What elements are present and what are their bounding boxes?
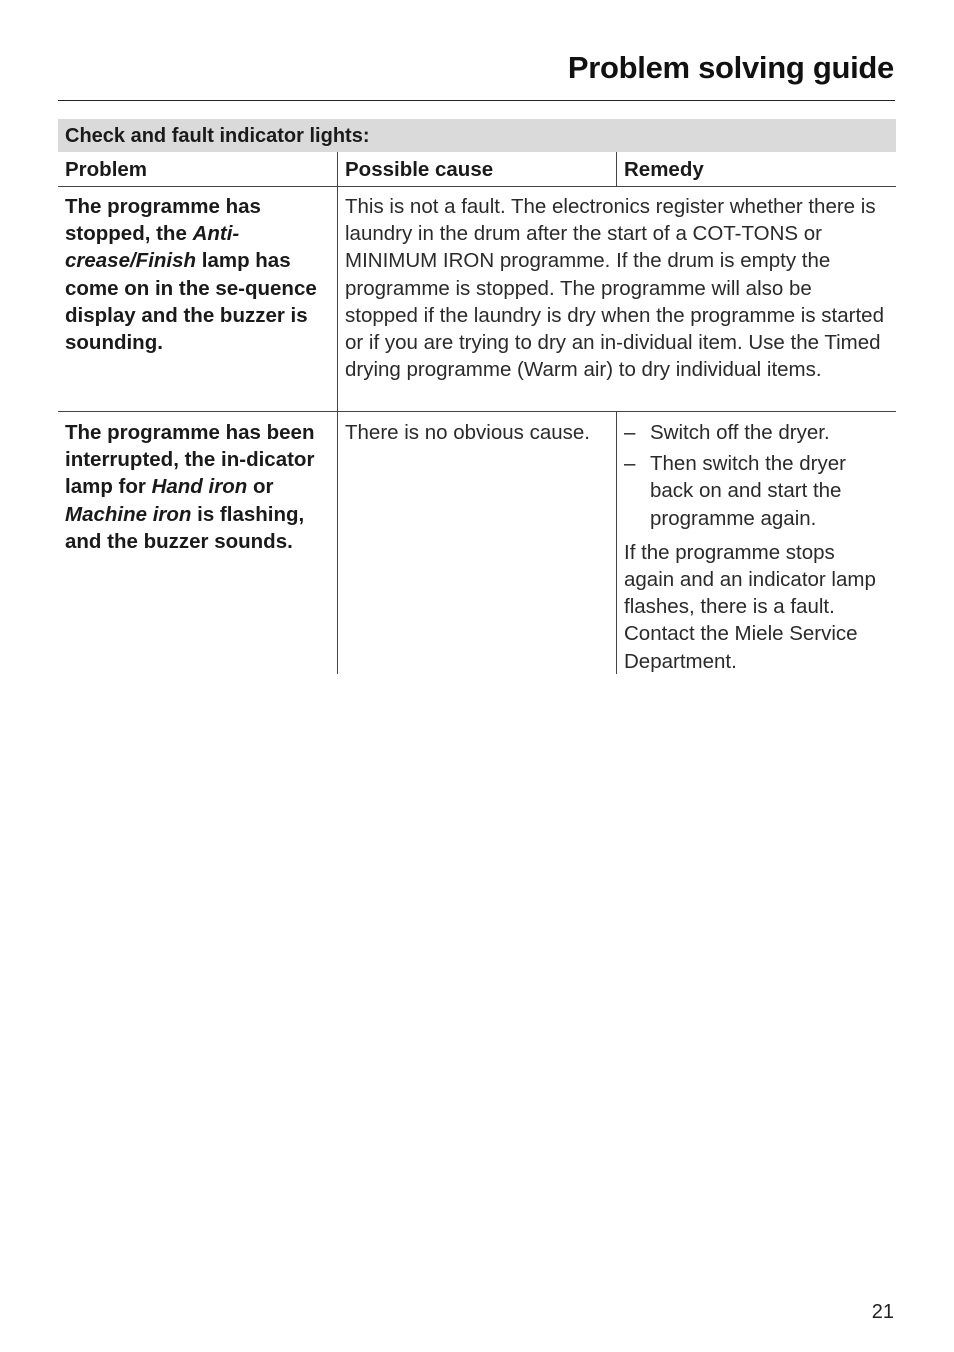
remedy-step [624, 419, 888, 446]
row2-cause: There is no obvious cause. [337, 412, 616, 674]
row1-problem [58, 187, 337, 411]
page-number: 21 [871, 1301, 894, 1323]
row2-remedy [616, 412, 896, 674]
remedy-step-text: Switch off the dryer. [650, 421, 830, 444]
header-remedy: Remedy [616, 152, 896, 187]
row2-problem-text-or: or [247, 475, 274, 499]
bullet-dash: – [624, 452, 636, 476]
section-heading: Check and fault indicator lights: [58, 119, 896, 152]
row1-problem-text: The programme has stopped, the [65, 195, 261, 246]
remedy-note: If the programme stops again and an indicator lamp flashes, there is a fault. Contact the Miele Service Department. [624, 540, 876, 673]
header-problem: Problem [58, 152, 337, 187]
fault-table [58, 119, 896, 674]
table-grid [58, 152, 896, 674]
row1-cause: This is not a fault. The electronics register whether there is laundry in the drum after the start of a COT-TONS or MINIMUM IRON programme. If the drum is empty the programme is stopped. The programme will also be stopped if the laundry is dry when the programme is started or if you are trying to dry an in-dividual item. Use the Timed drying programme (Warm air) to dry individual items. [337, 187, 896, 411]
remedy-step [624, 450, 888, 532]
row2-problem-text-end: is flashing, and the buzzer sounds. [65, 502, 305, 553]
header-possible-cause: Possible cause [337, 152, 616, 187]
row2-problem-lamp-machine-iron: Machine iron [65, 502, 192, 526]
row1-problem-lamp-name: Anti-crease/Finish [65, 222, 240, 273]
remedy-step-text: Then switch the dryer back on and start the programme again. [650, 452, 846, 530]
row2-problem-lamp-hand-iron: Hand iron [151, 475, 248, 499]
row1-problem-text-end: lamp has come on in the se-quence display and the buzzer is sounding. [65, 249, 317, 355]
title-divider [58, 100, 895, 101]
bullet-dash: – [624, 421, 636, 444]
page-title: Problem solving guide [567, 50, 894, 85]
row2-problem-text: The programme has been interrupted, the in-dicator lamp for [65, 421, 315, 499]
row2-problem [58, 412, 337, 674]
